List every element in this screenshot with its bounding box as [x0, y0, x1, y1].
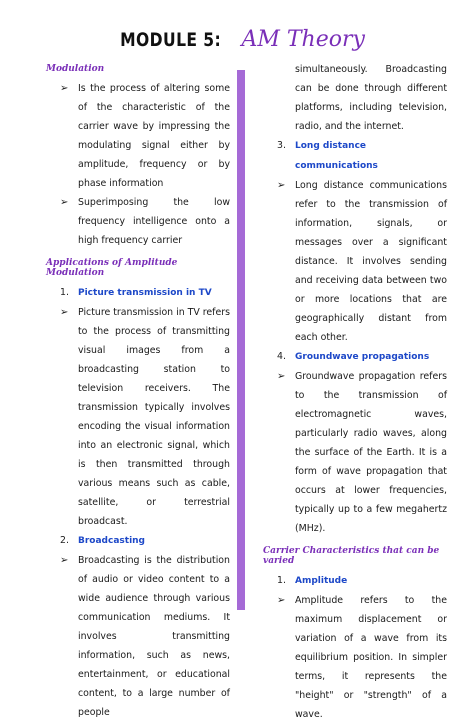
arrow-bullet-icon: ➢ [60, 307, 69, 318]
numbered-item [263, 347, 447, 367]
section-heading-modulation: Modulation [46, 64, 105, 74]
item-number: 2. [60, 535, 69, 546]
item-number: 3. [277, 140, 286, 151]
numbered-item [46, 283, 230, 303]
arrow-bullet-icon: ➢ [277, 595, 286, 606]
arrow-bullet-icon: ➢ [277, 180, 286, 191]
list-item [46, 551, 230, 722]
arrow-bullet-icon: ➢ [60, 83, 69, 94]
page-title [0, 27, 474, 52]
arrow-bullet-icon: ➢ [60, 197, 69, 208]
bullet-text: Groundwave propagation refers to the transmission of electromagnetic waves, particularly radio waves, along the surface of the Earth. It is a form of wave propagation that occurs at lower frequencies, typically up to a few megahertz (MHz). [295, 371, 447, 534]
section-heading-carrier: Carrier Characteristics that can be varied [263, 546, 440, 566]
item-title: Groundwave propagations [295, 352, 430, 362]
list-item [263, 367, 447, 538]
column-divider [237, 70, 245, 610]
item-number: 4. [277, 351, 286, 362]
numbered-item [46, 531, 230, 551]
item-number: 1. [60, 287, 69, 298]
numbered-item [263, 571, 447, 591]
item-title: Long distance communications [295, 141, 378, 171]
bullet-text: Amplitude refers to the maximum displacement or variation of a wave from its equilibrium position. In simpler terms, it represents the "height" or "strength" of a wave. [295, 595, 447, 720]
left-column [46, 64, 230, 722]
item-number: 1. [277, 575, 286, 586]
item-title: Picture transmission in TV [78, 288, 212, 298]
list-item [46, 79, 230, 193]
list-item [46, 303, 230, 531]
bullet-text: Is the process of altering some of the characteristic of the carrier wave by impressing the modulating signal either by amplitude, frequency or by phase information [78, 83, 230, 189]
module-label: MODULE 5: [120, 29, 222, 51]
list-item [263, 176, 447, 347]
bullet-text: Picture transmission in TV refers to the process of transmitting visual images from a broadcasting station to television receivers. The transmission typically involves encoding the visual information into an electronic signal, which is then transmitted through various means such as cable, satellite, or terrestrial broadcast. [78, 307, 230, 527]
item-title: Amplitude [295, 576, 348, 586]
arrow-bullet-icon: ➢ [277, 371, 286, 382]
bullet-text: Superimposing the low frequency intelligence onto a high frequency carrier [78, 197, 230, 246]
bullet-text: Long distance communications refer to the transmission of information, signals, or messages over a significant distance. It involves sending and receiving data between two or more locations that are geographically distant from each other. [295, 180, 447, 343]
section-heading-applications: Applications of Amplitude Modulation [46, 258, 178, 278]
item-title: Broadcasting [78, 536, 145, 546]
bullet-text: Broadcasting is the distribution of audio or video content to a wide audience through various communication mediums. It involves transmitting information, such as news, entertainment, or educational content, to a large number of people [78, 555, 230, 718]
numbered-item [263, 136, 447, 176]
list-item [263, 591, 447, 724]
continued-text: simultaneously. Broadcasting can be done through different platforms, including television, radio, and the internet. [295, 64, 447, 132]
module-topic: AM Theory [241, 27, 365, 52]
list-item [46, 193, 230, 250]
right-column [263, 60, 447, 724]
arrow-bullet-icon: ➢ [60, 555, 69, 566]
